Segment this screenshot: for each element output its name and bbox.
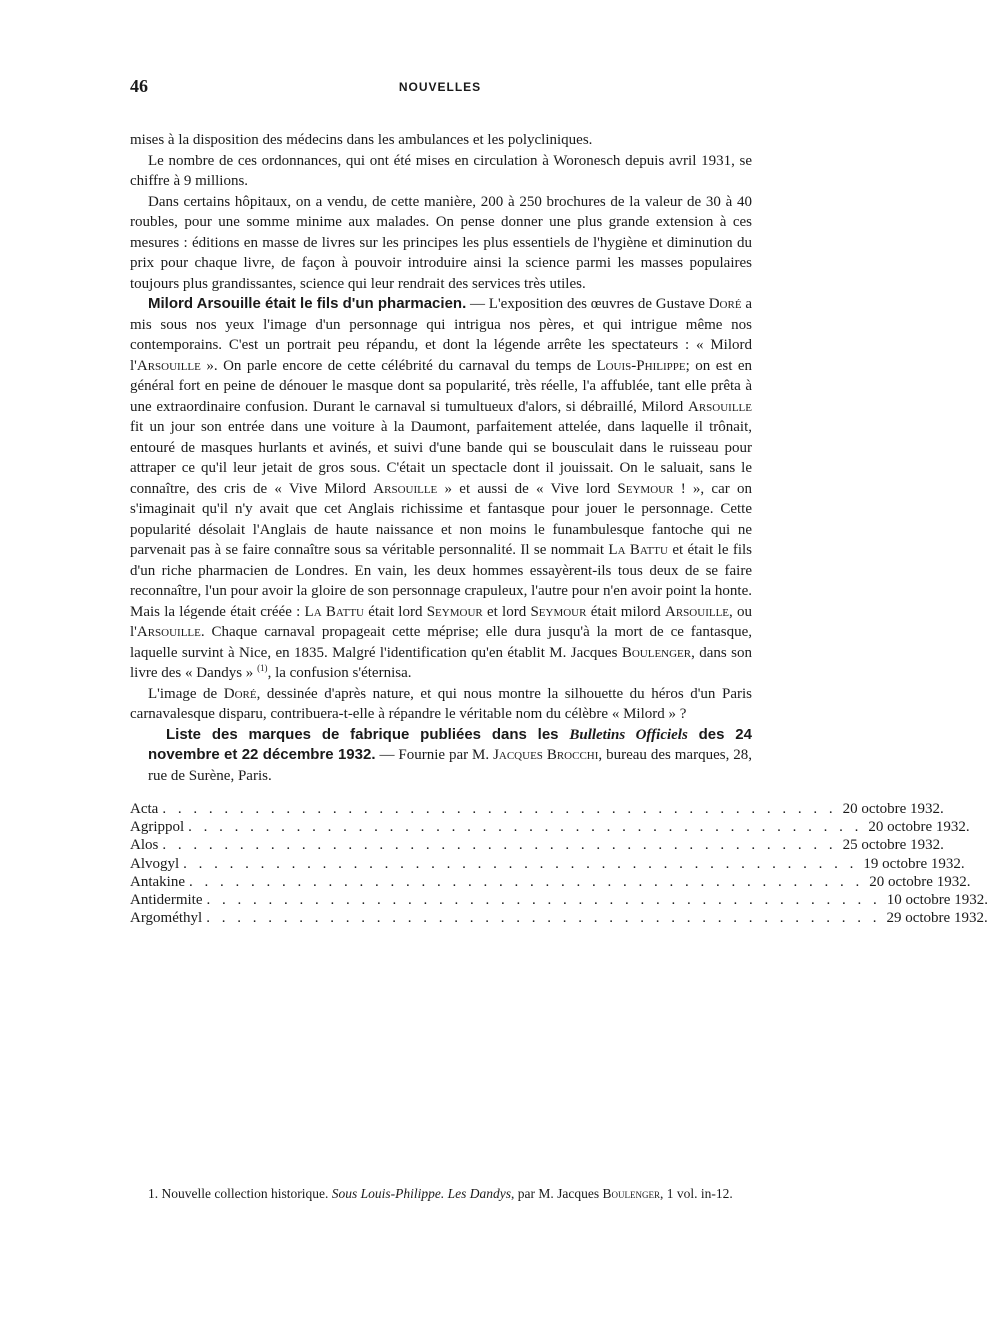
trademark-date: 10 octobre 1932. [886,891,988,908]
person-name: Seymour [530,603,587,620]
person-name: Arsouille [136,357,201,374]
dot-leader: . . . . . . . . . . . . . . . . . . . . . . . . . . . . . . . . . . . . . . . . . . . . [188,819,863,836]
person-name: Arsouille [665,603,730,620]
trademark-name: Agrippol [130,819,185,836]
trademark-date: 20 octobre 1932. [869,873,971,890]
trademark-row [130,891,988,909]
person-name: La Battu [304,603,364,620]
trademark-name: Argométhyl [130,910,203,927]
intro-paragraph-2: Le nombre de ces ordonnances, qui ont été mises en circulation à Woronesch depuis avril 1931, se chiffre à 9 millions. [130,152,752,189]
book-title: Sous Louis-Philippe. Les Dandys [331,1186,511,1201]
footnote-text: 1. Nouvelle collection historique. Sous Louis-Philippe. Les Dandys, par M. Jacques Boulenger, 1 vol. in-12. [148,1186,733,1201]
trademark-name: Antakine [130,873,185,890]
bulletin-title: Bulletins Officiels [569,726,688,743]
person-name: Arsouille [688,398,752,415]
intro-paragraph-3: Dans certains hôpitaux, on a vendu, de cette manière, 200 à 250 brochures de la valeur de 30 à 40 roubles, pour une somme minime aux malades. On pense donner une plus grande extension à ces mesures : éditions en masse de livres sur les principes les plus essentiels de l'hygiène et diminution du prix pour chaque livre, de façon à pouvoir introduire ainsi la science parmi les masses populaires toujours plus grandissantes, science qui leur rendrait des services très utiles. [130,193,752,292]
trademark-name: Alvogyl [130,855,180,872]
trademark-date: 20 octobre 1932. [868,819,970,836]
page-header [130,76,750,100]
body-text [130,130,988,927]
dot-leader: . . . . . . . . . . . . . . . . . . . . . . . . . . . . . . . . . . . . . . . . . . . . [206,891,881,908]
trademark-name: Acta [130,801,159,817]
dot-leader: . . . . . . . . . . . . . . . . . . . . . . . . . . . . . . . . . . . . . . . . . . . . [188,873,864,890]
trademark-list [130,800,988,927]
trademark-row [130,873,971,891]
milord-paragraph: Milord Arsouille était le fils d'un pharmacien. — L'exposition des œuvres de Gustave Doré a mis sous nos yeux l'image d'un personnage qui intrigua nos pères, et qui intrigue même nos contemporains. C'est un portrait peu répandu, et dont la légende arrête les spectateurs : « Milord l'Arsouille ». On parle encore de cette célébrité du carnaval du temps de Louis-Philippe; on est en général fort en peine de dénouer le masque dont sa popularité, très réelle, l'a affublée, tant elle prêta à une extraordinaire confusion. Durant le carnaval si tumultueux d'alors, si débraillé, Milord Arsouille fit un jour son entrée dans une voiture à la Daumont, parfaitement attelée, dans laquelle il trônait, entouré de masques hurlants et avinés, et suivi d'une bande qui se bousculait dans le ruisseau pour attraper ce qu'il leur jetait de gros sous. C'était un spectacle dont il jouissait. On le saluait, sans le connaître, des cris de « Vive Milord Arsouille » et aussi de « Vive lord Seymour ! », car on s'imaginait qu'il n'y avait que cet Anglais richissime et fantasque pour jouer le personnage. Cette popularité désolait l'Anglais de haute naissance et non moins le funambulesque fantoche qui ne parvenait pas à se faire connaître sous sa véritable personnalité. Il se nommait La Battu et était le fils d'un riche pharmacien de Londres. En vain, les deux hommes essayèrent-ils tous deux de se faire reconnaître, l'un pour avoir la gloire de son personnage crapuleux, l'autre pour n'en avoir point la honte. Mais la légende était créée : La Battu était lord Seymour et lord Seymour était milord Arsouille, ou l'Arsouille. Chaque carnaval propageait cette méprise; elle dura jusqu'à la mort de ce fantasque, laquelle survint à Nice, en 1835. Malgré l'identification qu'en établit M. Jacques Boulenger, dans son livre des « Dandys » $^{(1)}$, la confusion s'éternisa. [130,295,753,681]
person-name: Arsouille [136,624,201,640]
person-name: La Battu [608,542,668,558]
person-name: Doré [708,296,742,312]
dot-leader: . . . . . . . . . . . . . . . . . . . . . . . . . . . . . . . . . . . . . . . . . . . . [183,855,858,872]
milord-title: Milord Arsouille était le fils d'un pharmacien. [148,295,467,312]
trademark-date: 25 octobre 1932. [842,837,944,854]
trademark-row [130,909,988,927]
trademark-name: Alos [130,837,159,854]
footnote-reference: (1) [257,663,268,673]
person-name: Seymour [426,603,483,620]
intro-paragraph-1: mises à la disposition des médecins dans les ambulances et les polycliniques. [130,132,593,148]
person-name: Jacques Brocchi [493,747,599,763]
dot-leader: . . . . . . . . . . . . . . . . . . . . . . . . . . . . . . . . . . . . . . . . . . . . [206,910,881,927]
trademark-row [130,818,970,836]
trademarks-heading: Liste des marques de fabrique publiées dans les Bulletins Officiels des 24 novembre et 22 décembre 1932. — Fournie par M. Jacques Brocchi, bureau des marques, 28, rue de Surène, Paris. [148,725,752,784]
trademark-row [130,800,944,818]
footnote [130,1184,752,1203]
person-name: Arsouille [373,480,438,497]
dot-leader: . . . . . . . . . . . . . . . . . . . . . . . . . . . . . . . . . . . . . . . . . . . . [162,837,837,854]
person-name: Boulenger [602,1186,660,1201]
milord-paragraph-2: L'image de Doré, dessinée d'après nature, et qui nous montre la silhouette du héros d'un Paris carnavalesque disparu, contribuera-t-elle à répandre le véritable nom du célèbre « Milord » ? [130,685,752,722]
person-name: Seymour [617,480,674,497]
trademark-row [130,855,965,873]
person-name: Boulenger [621,644,692,661]
trademark-row [130,836,944,854]
trademark-date: 20 octobre 1932. [842,801,944,817]
trademark-date: 29 octobre 1932. [886,910,988,927]
trademark-date: 19 octobre 1932. [863,855,965,872]
person-name: Louis-Philippe [596,357,686,374]
running-head: NOUVELLES [398,80,482,94]
dot-leader: . . . . . . . . . . . . . . . . . . . . . . . . . . . . . . . . . . . . . . . . . . . . [162,801,837,817]
trademark-name: Antidermite [130,891,203,908]
page-number: 46 [130,76,148,96]
person-name: Doré [223,685,257,702]
